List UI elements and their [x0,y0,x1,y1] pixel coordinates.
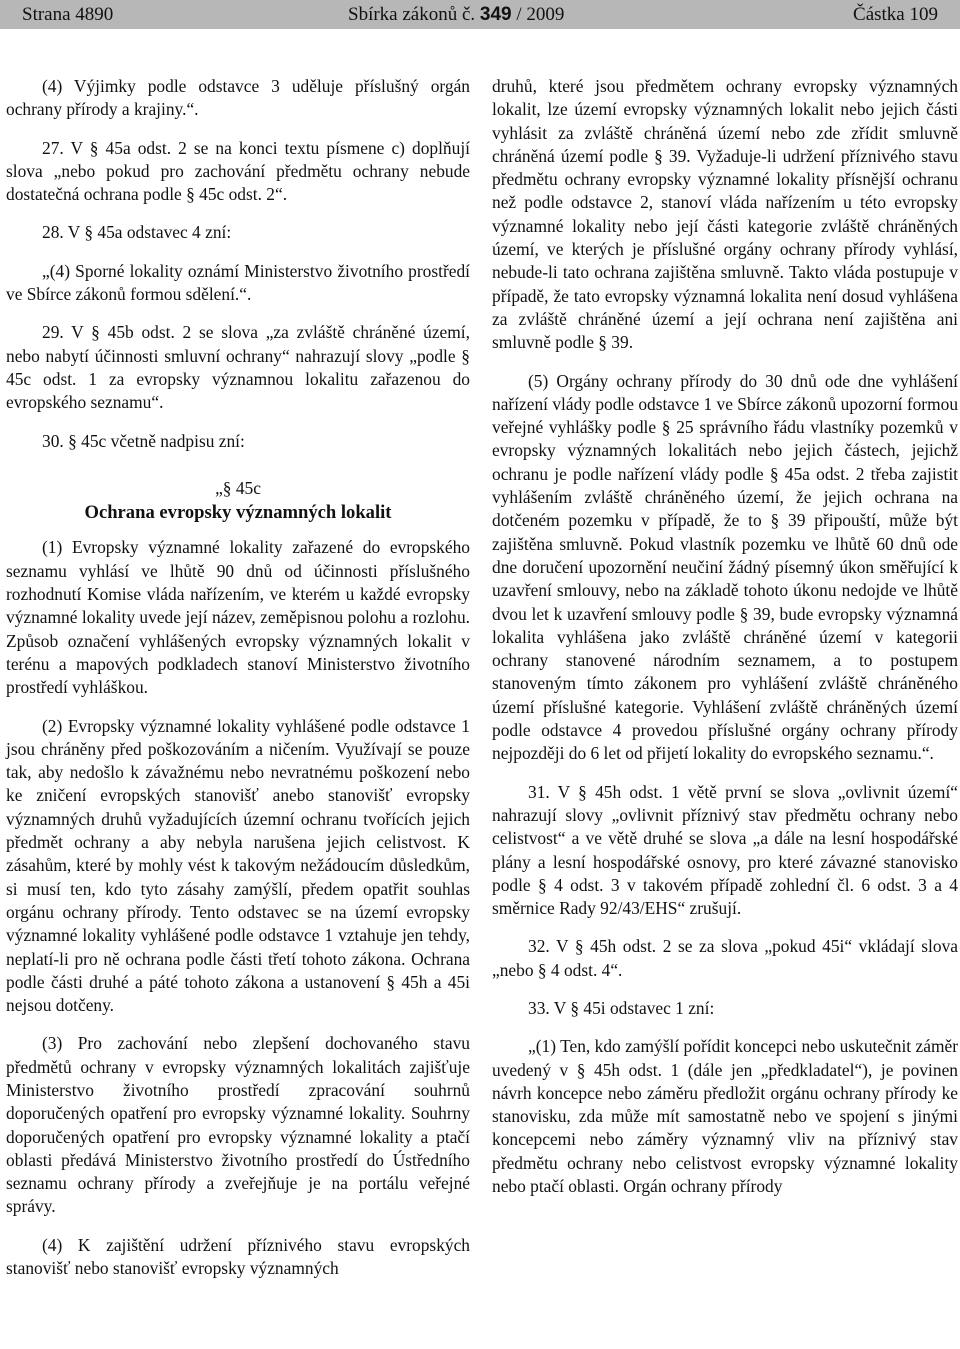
collection-year: / 2009 [516,4,565,25]
paragraph: 28. V § 45a odstavec 4 zní: [42,222,232,243]
paragraph: (4) K zajištění udržení příznivého stavu evropských stanovišť nebo stanovišť evropsky významných [6,1234,470,1279]
paragraph: 32. V § 45h odst. 2 se za slova „pokud 45i“ vkládají slova „nebo § 4 odst. 4“. [492,936,958,980]
paragraph: (5) Orgány ochrany přírody do 30 dnů ode dne vyhlášení nařízení vlády podle odstavce 1 ve Sbírce zákonů upozorní formou veřejné vyhlášky podle § 25 správního řádu vlastníky pozemků v evropsky významných lokalitách nebo jejich částech, jejichž ochranu je podle nařízení vlády podle § 45a odst. 2 třeba zajistit vyhlášením zvláště chráněného území, že jejich ochrana na dotčeném pozemku v případě, že to § 39 připouští, může být zajištěna smluvně. Pokud vlastník pozemku ve lhůtě 60 dnů ode dne doručení upozornění neučiní žádný písemný úkon směřující k uzavření smlouvy, nebo na základě tohoto úkonu nedojde ve lhůtě dvou let k uzavření smlouvy podle § 39, bude evropsky významná lokalita vyhlášena jako zvláště chráněné území v kategorii ochrany stanovené národním seznamem, a to postupem stanoveným tímto zákonem pro vyhlášení zvláště chráněného území příslušné kategorie. Vyhlášení zvláště chráněných území podle odstavce 4 provedou příslušné orgány ochrany přírody nejpozději do 6 let od přijetí lokality do evropského seznamu.“. [492,370,959,764]
collection-prefix: Sbírka zákonů č. [348,4,476,25]
page-number: Strana 4890 [22,4,114,25]
paragraph: „(4) Sporné lokality oznámí Ministerstvo životního prostředí ve Sbírce zákonů formou sdělení.“. [6,260,470,305]
paragraph: 27. V § 45a odst. 2 se na konci textu písmene c) doplňují slova „nebo pokud pro zachování předmětu ochrany nebude dostatečná ochrana podle § 45c odst. 2“. [6,137,470,205]
page-header [0,0,960,29]
paragraph: (3) Pro zachování nebo zlepšení dochovaného stavu předmětů ochrany v evropsky významných lokalitách zajišťuje Ministerstvo životního prostředí zpracování souhrnů doporučených opatření pro evropsky významné lokality. Souhrny doporučených opatření pro evropsky významné lokality a ptačí oblasti předává Ministerstvo životního prostředí do Ústředního seznamu ochrany přírody a zveřejňuje je na portálu veřejné správy. [6,1033,470,1217]
paragraph: (2) Evropsky významné lokality vyhlášené podle odstavce 1 jsou chráněny před poškozováním a ničením. Využívají se pouze tak, aby nedošlo k závažnému nebo nevratnému poškození nebo ke zničení evropských stanovišť anebo stanovišť evropsky významných druhů vyžadujících územní ochranu tvořících jejich předmět ochrany a aby nebyla narušena jejich celistvost. K zásahům, které by mohly vést k takovým nežádoucím důsledkům, si musí ten, kdo tyto zásahy zamýšlí, předem opatřit souhlas orgánu ochrany přírody. Tento odstavec se na území evropsky významné lokality vyhlášené podle odstavce 1 vztahuje jen tehdy, neplatí-li pro ně ochrana podle části třetí tohoto zákona. Ochrana podle části druhé a páté tohoto zákona a ustanovení § 45h a 45i nejsou dotčeny. [6,715,470,1016]
section-number: „§ 45c [215,477,261,498]
collection-reference [348,0,564,29]
collection-number: 349 [479,4,512,25]
paragraph: (1) Evropsky významné lokality zařazené do evropského seznamu vyhlásí ve lhůtě 90 dnů od účinnosti příslušného rozhodnutí Komise vláda nařízením, ve kterém u každé evropsky významné lokality uvede její název, zeměpisnou polohu a rozlohu. Způsob označení vyhlášených evropsky významných lokalit v terénu a mapových podkladech stanoví Ministerstvo životního prostředí vyhláškou. [6,537,470,698]
paragraph: druhů, které jsou předmětem ochrany evropsky významných lokalit, lze území evropsky významných lokalit nebo jejich části vyhlásit za zvláště chráněná území nebo zde zřídit smluvně chráněná území podle § 39. Vyžaduje-li udržení příznivého stavu předmětu ochrany evropsky významné lokality přísnější ochranu než podle odstavce 2, stanoví vláda nařízením u této evropsky významné lokality nebo její části kategorie zvláště chráněných území, ve kterých je příslušné orgány ochrany přírody vyhlásí, nebude-li tato ochrana zajištěna smluvně. Takto vláda postupuje v případě, že tato evropsky významná lokalita není dosud vyhlášena za zvláště chráněné území a její ochrana není zajištěna ani smluvně podle § 39. [492,76,958,353]
paragraph: 29. V § 45b odst. 2 se slova „za zvláště chráněné území, nebo nabytí účinnosti smluvní ochrany“ nahrazují slovy „podle § 45c odst. 1 za evropsky významnou lokalitu zařazenou do evropského seznamu“. [6,322,470,413]
right-column [492,75,958,1198]
paragraph: 30. § 45c včetně nadpisu zní: [42,430,245,451]
section-title: Ochrana evropsky významných lokalit [84,502,392,524]
issue-number: Částka 109 [853,4,938,25]
paragraph: 33. V § 45i odstavec 1 zní: [528,997,715,1018]
paragraph: „(1) Ten, kdo zamýšlí pořídit koncepci nebo uskutečnit záměr uvedený v § 45h odst. 1 (dále jen „předkladatel“), je povinen návrh koncepce nebo záměru předložit orgánu ochrany přírody ke stanovisku, zda může mít samostatně nebo ve spojení s jinými koncepcemi nebo záměry významný vliv na příznivý stav předmětu ochrany nebo celistvost evropsky významné lokality nebo ptačí oblasti. Orgán ochrany přírody [492,1036,958,1197]
paragraph: (4) Výjimky podle odstavce 3 uděluje příslušný orgán ochrany přírody a krajiny.“. [6,76,470,120]
left-column [6,75,470,1280]
paragraph: 31. V § 45h odst. 1 větě první se slova „ovlivnit území“ nahrazují slovy „ovlivnit příznivý stav předmětu ochrany nebo celistvost“ a ve větě druhé se slova „a dále na lesní hospodářské plány a lesní hospodářské osnovy, pro které závazné stanovisko podle § 4 odst. 3 v takovém případě zohlední čl. 6 odst. 3 a 4 směrnice Rady 92/43/EHS“ zrušují. [492,781,958,919]
